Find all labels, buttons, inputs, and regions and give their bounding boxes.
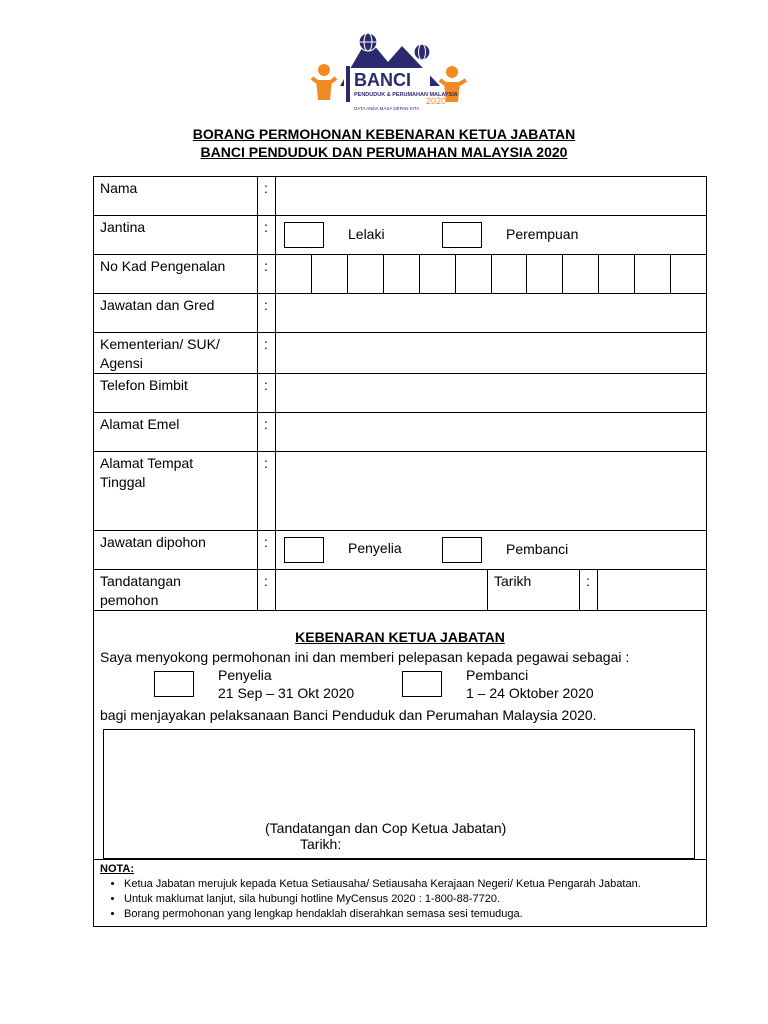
ic-digit-box[interactable] bbox=[492, 255, 528, 293]
colon: : bbox=[258, 294, 276, 333]
colon: : bbox=[258, 255, 276, 294]
ic-digit-box[interactable] bbox=[312, 255, 348, 293]
colon: : bbox=[258, 177, 276, 216]
ic-digit-box[interactable] bbox=[348, 255, 384, 293]
logo-sub-text: PENDUDUK & PERUMAHAN MALAYSIA bbox=[354, 92, 458, 98]
row-tandatangan bbox=[94, 570, 707, 611]
label-perempuan: Perempuan bbox=[506, 226, 579, 242]
ic-digit-box[interactable] bbox=[563, 255, 599, 293]
form-title-line2: BANCI PENDUDUK DAN PERUMAHAN MALAYSIA 2020 bbox=[200, 144, 568, 160]
input-nama[interactable] bbox=[276, 177, 707, 216]
row-ic bbox=[94, 255, 707, 294]
input-kementerian[interactable] bbox=[276, 333, 707, 374]
input-tarikh[interactable] bbox=[598, 570, 707, 611]
row-jawatan-gred bbox=[94, 294, 707, 333]
ic-number-boxes bbox=[276, 255, 707, 294]
colon: : bbox=[258, 333, 276, 374]
signature-date-label: Tarikh: bbox=[300, 836, 342, 852]
approval-purpose: bagi menjayakan pelaksanaan Banci Penduduk dan Perumahan Malaysia 2020. bbox=[100, 707, 597, 723]
label-telefon: Telefon Bimbit bbox=[94, 374, 258, 413]
row-approval bbox=[94, 611, 707, 860]
census-logo bbox=[310, 28, 470, 114]
row-notes bbox=[94, 860, 707, 927]
approve-penyelia-label: Penyelia bbox=[218, 667, 272, 683]
label-kementerian-line2: Agensi bbox=[100, 355, 143, 371]
label-tandatangan-line1: Tandatangan bbox=[100, 573, 181, 589]
label-alamat-line1: Alamat Tempat bbox=[100, 455, 194, 471]
label-kementerian bbox=[94, 333, 258, 374]
signature-caption: (Tandatangan dan Cop Ketua Jabatan) bbox=[265, 820, 507, 836]
note-item: • Borang permohonan yang lengkap hendaklah diserahkan semasa sesi temuduga. bbox=[124, 907, 700, 922]
signature-stamp-box[interactable] bbox=[103, 729, 695, 859]
input-alamat[interactable] bbox=[276, 452, 707, 531]
colon: : bbox=[258, 531, 276, 570]
row-emel bbox=[94, 413, 707, 452]
label-penyelia: Penyelia bbox=[348, 540, 402, 556]
checkbox-penyelia[interactable] bbox=[284, 537, 324, 563]
label-alamat bbox=[94, 452, 258, 531]
approve-pembanci-label: Pembanci bbox=[466, 667, 529, 683]
notes-heading: NOTA: bbox=[100, 863, 135, 875]
position-options bbox=[276, 531, 707, 570]
gender-options bbox=[276, 216, 707, 255]
label-jantina: Jantina bbox=[94, 216, 258, 255]
row-alamat bbox=[94, 452, 707, 531]
row-telefon bbox=[94, 374, 707, 413]
form-title-line1: BORANG PERMOHONAN KEBENARAN KETUA JABATAN bbox=[192, 126, 576, 142]
label-tandatangan bbox=[94, 570, 258, 611]
application-form-table bbox=[93, 176, 707, 927]
approve-penyelia-dates: 21 Sep – 31 Okt 2020 bbox=[218, 685, 355, 701]
input-jawatan-gred[interactable] bbox=[276, 294, 707, 333]
label-pembanci: Pembanci bbox=[506, 541, 569, 557]
input-emel[interactable] bbox=[276, 413, 707, 452]
label-ic: No Kad Pengenalan bbox=[94, 255, 258, 294]
ic-digit-box[interactable] bbox=[384, 255, 420, 293]
approve-pembanci-dates: 1 – 24 Oktober 2020 bbox=[466, 685, 594, 701]
row-nama bbox=[94, 177, 707, 216]
label-kementerian-line1: Kementerian/ SUK/ bbox=[100, 336, 220, 352]
ic-digit-box[interactable] bbox=[635, 255, 671, 293]
checkbox-approve-pembanci[interactable] bbox=[402, 671, 442, 697]
checkbox-approve-penyelia[interactable] bbox=[154, 671, 194, 697]
logo-tagline-text: DATA ANDA MASA DEPAN KITA bbox=[354, 106, 420, 111]
notes-list bbox=[100, 877, 700, 922]
label-jawatan-gred: Jawatan dan Gred bbox=[94, 294, 258, 333]
label-emel: Alamat Emel bbox=[94, 413, 258, 452]
approval-title: KEBENARAN KETUA JABATAN bbox=[295, 629, 505, 645]
ic-digit-box[interactable] bbox=[276, 255, 312, 293]
note-item: • Ketua Jabatan merujuk kepada Ketua Setiausaha/ Setiausaha Kerajaan Negeri/ Ketua Pengarah Jabatan. bbox=[124, 877, 700, 892]
colon: : bbox=[580, 570, 598, 611]
colon: : bbox=[258, 216, 276, 255]
colon: : bbox=[258, 452, 276, 531]
colon: : bbox=[258, 570, 276, 611]
approval-section bbox=[94, 611, 707, 860]
row-jantina bbox=[94, 216, 707, 255]
checkbox-pembanci[interactable] bbox=[442, 537, 482, 563]
note-item: • Untuk maklumat lanjut, sila hubungi hotline MyCensus 2020 : 1-800-88-7720. bbox=[124, 892, 700, 907]
checkbox-perempuan[interactable] bbox=[442, 222, 482, 248]
checkbox-lelaki[interactable] bbox=[284, 222, 324, 248]
label-tarikh: Tarikh bbox=[488, 570, 580, 611]
ic-digit-box[interactable] bbox=[599, 255, 635, 293]
approval-statement: Saya menyokong permohonan ini dan memberi pelepasan kepada pegawai sebagai : bbox=[100, 649, 630, 665]
logo-brand-text: BANCI bbox=[354, 70, 411, 90]
label-jawatan-dipohon: Jawatan dipohon bbox=[94, 531, 258, 570]
colon: : bbox=[258, 374, 276, 413]
ic-digit-box[interactable] bbox=[420, 255, 456, 293]
colon: : bbox=[258, 413, 276, 452]
input-tandatangan[interactable] bbox=[276, 570, 488, 611]
label-tandatangan-line2: pemohon bbox=[100, 592, 159, 608]
ic-digit-box[interactable] bbox=[671, 255, 706, 293]
label-alamat-line2: Tinggal bbox=[100, 474, 146, 490]
label-lelaki: Lelaki bbox=[348, 226, 385, 242]
row-kementerian bbox=[94, 333, 707, 374]
notes-section bbox=[94, 860, 707, 927]
input-telefon[interactable] bbox=[276, 374, 707, 413]
label-nama: Nama bbox=[94, 177, 258, 216]
ic-digit-box[interactable] bbox=[456, 255, 492, 293]
ic-digit-box[interactable] bbox=[527, 255, 563, 293]
logo-year-text: 2020 bbox=[426, 96, 447, 106]
row-jawatan-dipohon bbox=[94, 531, 707, 570]
